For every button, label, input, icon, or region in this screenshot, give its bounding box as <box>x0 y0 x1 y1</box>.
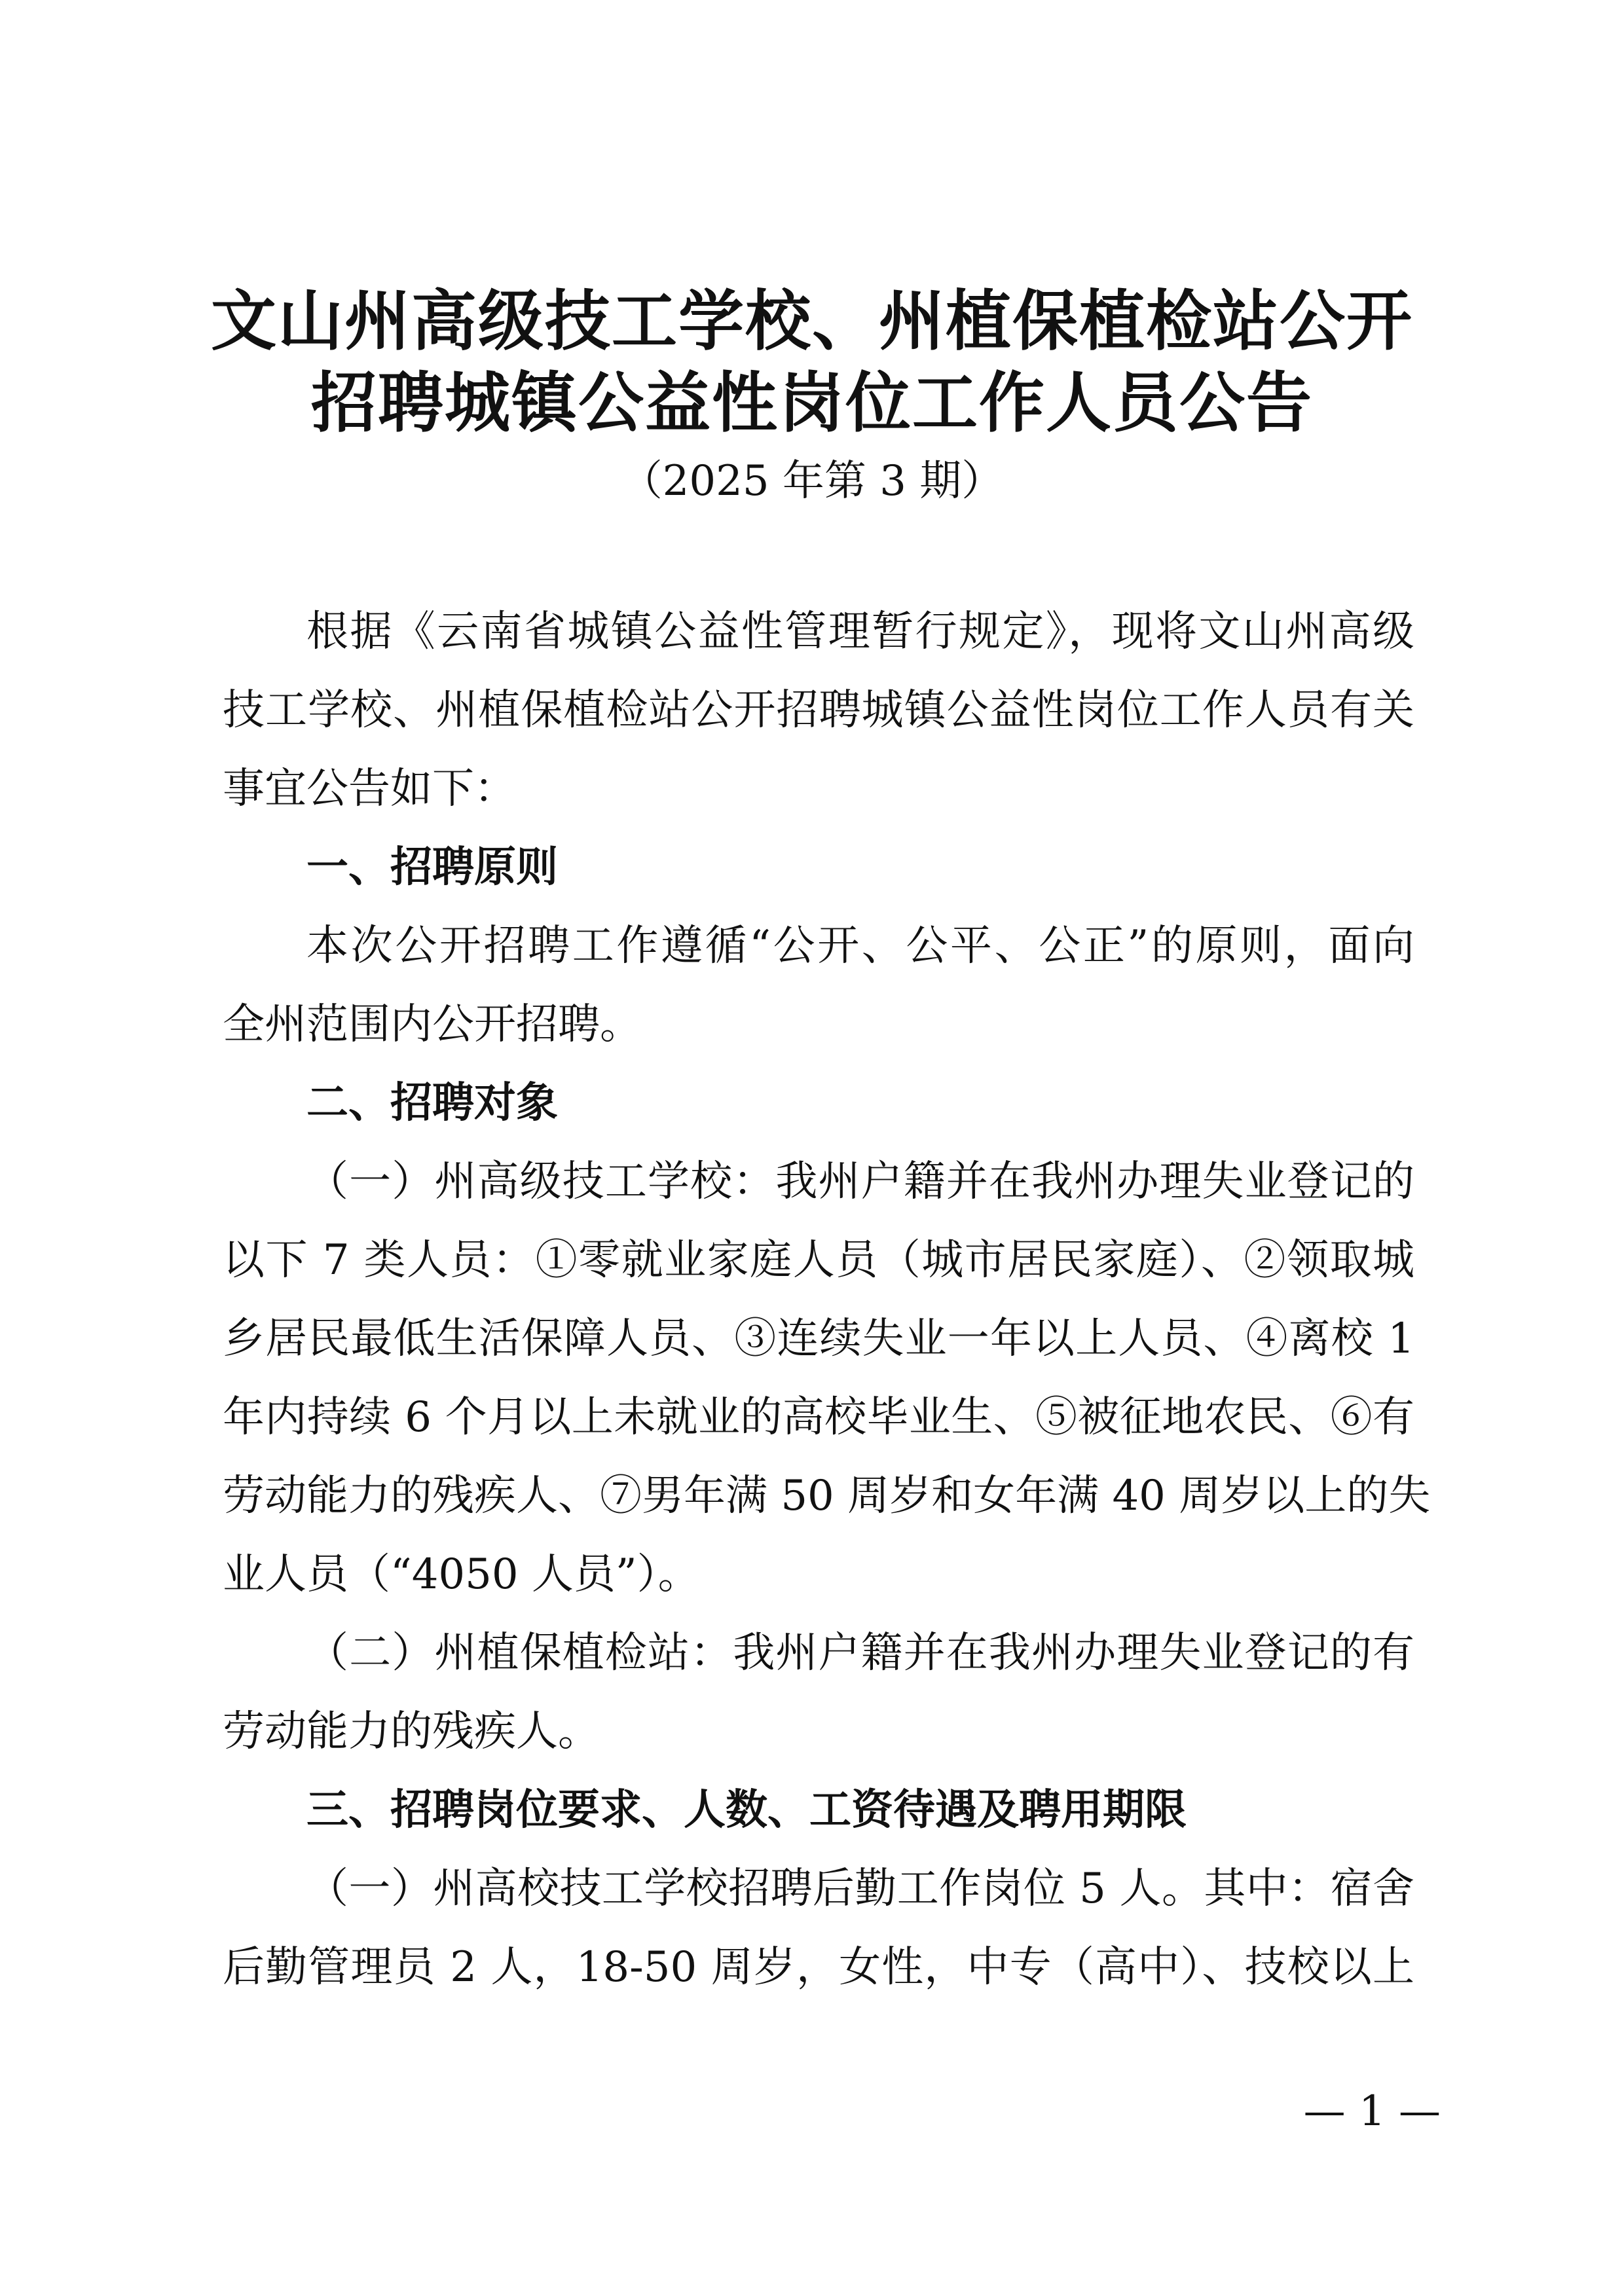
intro-line: 根据《云南省城镇公益性管理暂行规定》，现将文山州高级 <box>306 608 1414 656</box>
section-heading-principles: 一、招聘原则 <box>306 843 558 892</box>
section-3-line: 后勤管理员 2 人，18-50 周岁，女性，中专（高中）、技校以上 <box>223 1943 1414 1992</box>
section-2-part-1-line: 劳动能力的残疾人、⑦男年满 50 周岁和女年满 40 周岁以上的失 <box>223 1472 1431 1520</box>
section-3-line: （一）州高校技工学校招聘后勤工作岗位 5 人。其中：宿舍 <box>306 1865 1414 1913</box>
section-2-part-1-line: 年内持续 6 个月以上未就业的高校毕业生、⑤被征地农民、⑥有 <box>223 1393 1414 1442</box>
section-heading-positions: 三、招聘岗位要求、人数、工资待遇及聘用期限 <box>306 1786 1187 1834</box>
section-2-part-1-line: 乡居民最低生活保障人员、③连续失业一年以上人员、④离校 1 <box>223 1315 1414 1363</box>
page-number: — 1 — <box>1303 2087 1441 2136</box>
issue-number: （2025 年第 3 期） <box>620 457 1004 505</box>
section-heading-targets: 二、招聘对象 <box>306 1079 558 1127</box>
section-2-part-2-line: （二）州植保植检站：我州户籍并在我州办理失业登记的有 <box>306 1629 1414 1677</box>
section-1-line: 本次公开招聘工作遵循“公开、公平、公正”的原则，面向 <box>306 922 1414 970</box>
document-title-line-1: 文山州高级技工学校、州植保植检站公开 <box>211 282 1413 359</box>
intro-line: 事宜公告如下： <box>223 765 516 813</box>
section-1-line: 全州范围内公开招聘。 <box>223 1000 642 1049</box>
intro-line: 技工学校、州植保植检站公开招聘城镇公益性岗位工作人员有关 <box>223 686 1414 735</box>
section-2-part-1-line: 以下 7 类人员：①零就业家庭人员（城市居民家庭）、②领取城 <box>223 1236 1414 1285</box>
section-2-part-1-line: （一）州高级技工学校：我州户籍并在我州办理失业登记的 <box>306 1157 1414 1206</box>
document-title-line-2: 招聘城镇公益性岗位工作人员公告 <box>311 364 1313 441</box>
section-2-part-2-line: 劳动能力的残疾人。 <box>223 1707 600 1756</box>
section-2-part-1-line: 业人员（“4050 人员”）。 <box>223 1550 700 1599</box>
